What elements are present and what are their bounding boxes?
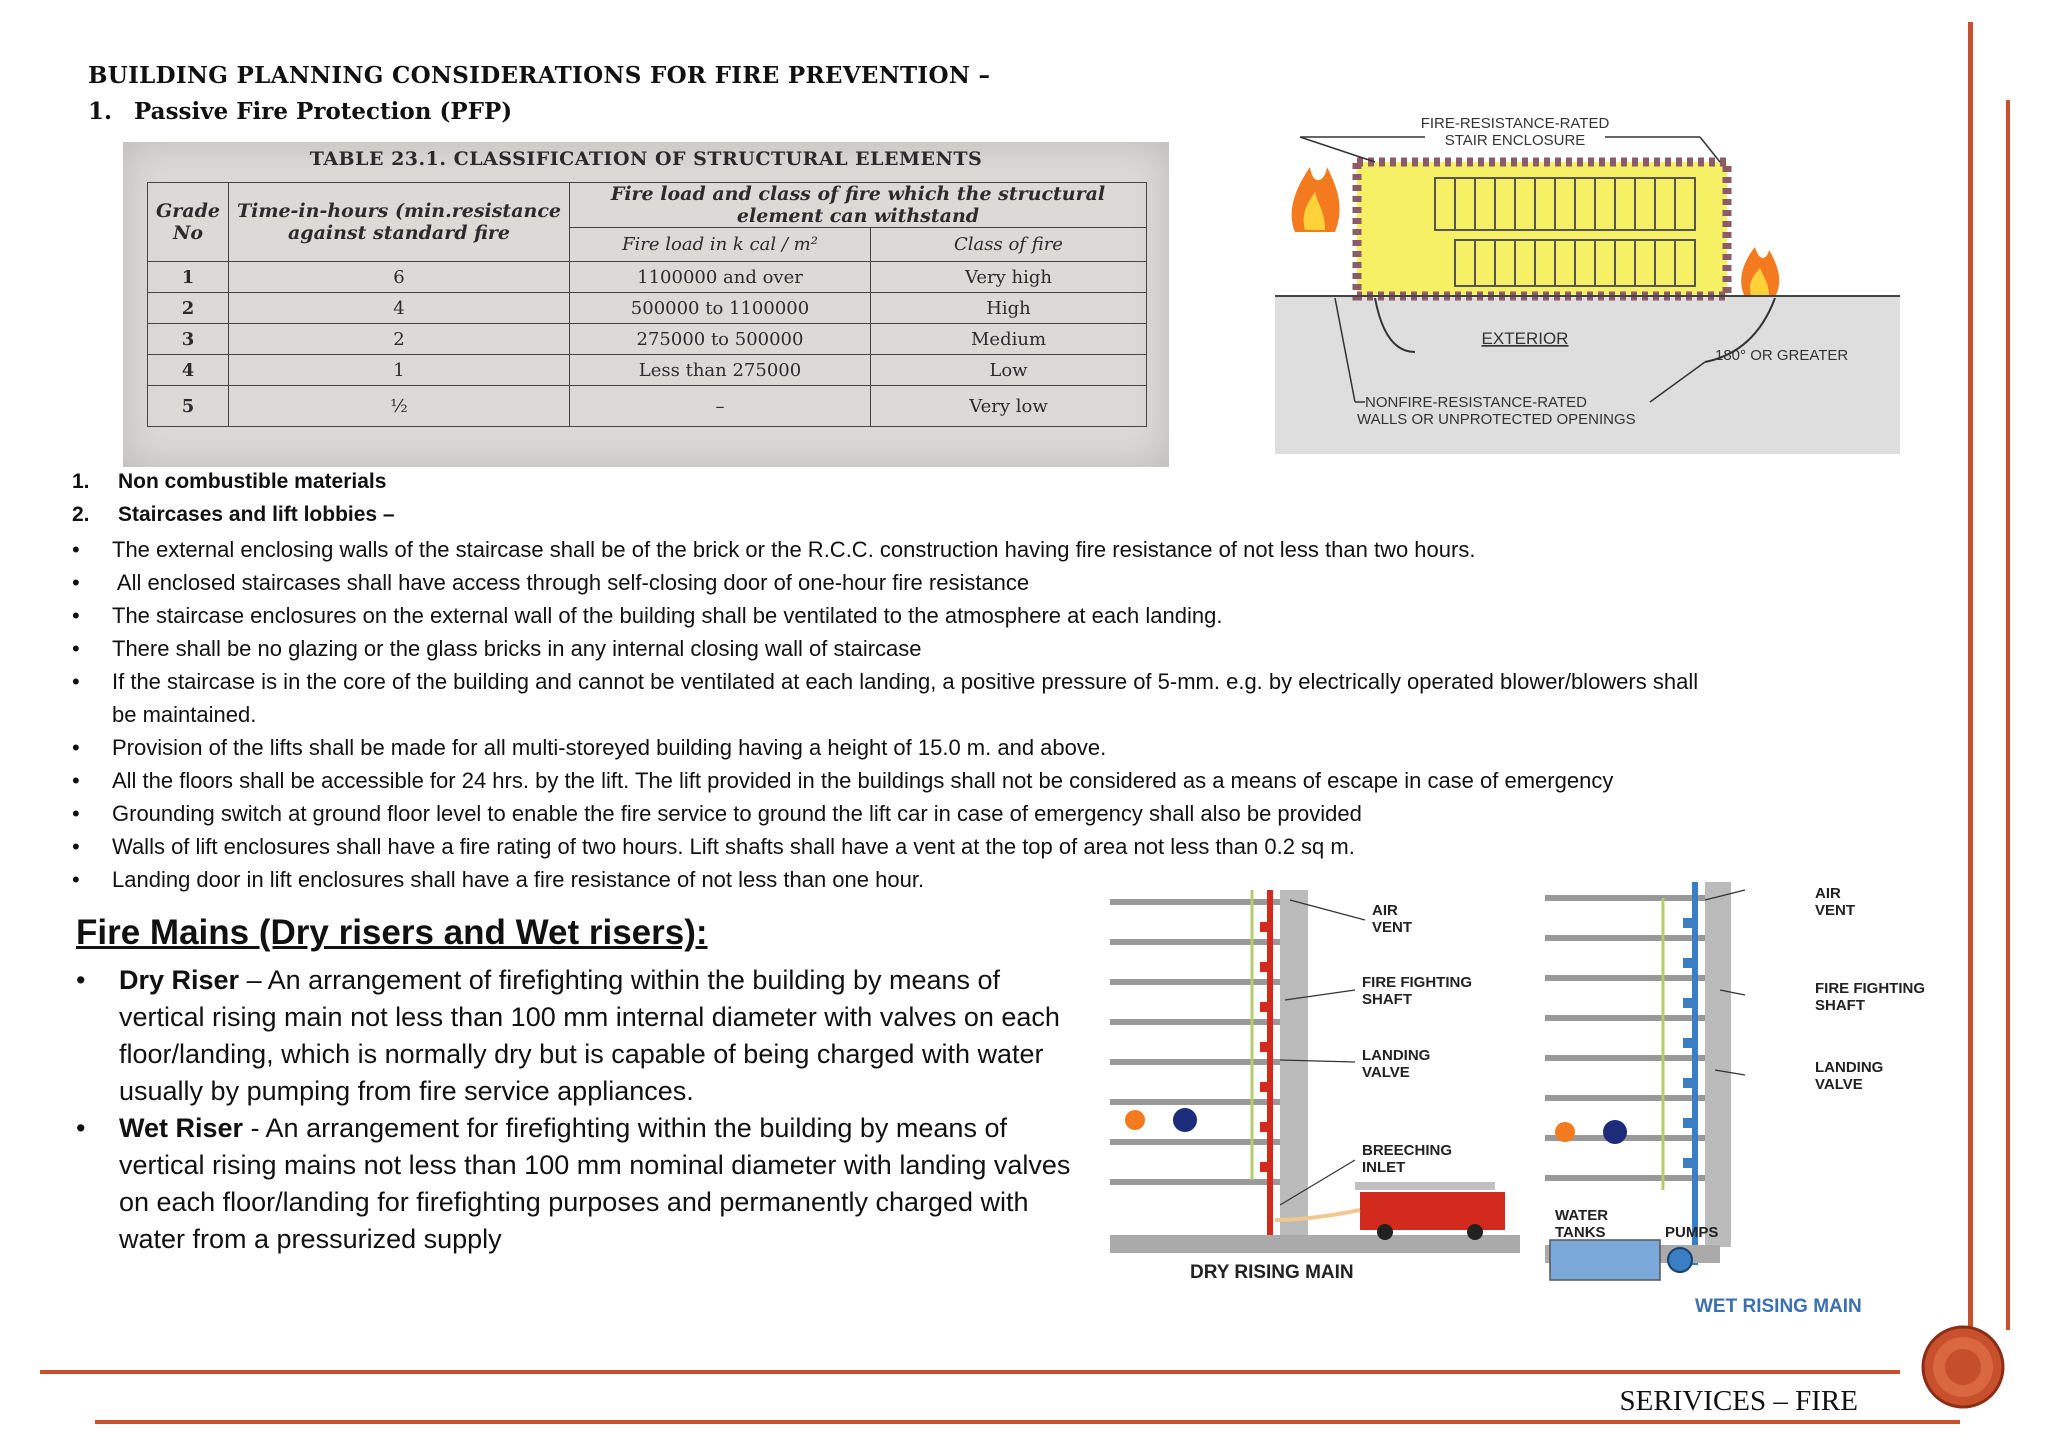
cell-time: 4 — [229, 293, 570, 324]
floor-slabs — [1110, 902, 1280, 1182]
bullet-item: • If the staircase is in the core of the building and cannot be ventilated at each landing, a positive pressure of 5-mm. e.g. by electrically operated blower/blowers shall — [72, 669, 1699, 694]
cell-class: High — [871, 293, 1147, 324]
right-accent-line-outer — [2006, 100, 2010, 1330]
pfp-heading — [88, 98, 512, 125]
wet-air-vent-1: AIR — [1815, 885, 1841, 902]
bullet-text: If the staircase is in the core of the building and cannot be ventilated at each landing, a positive pressure of 5-mm. e.g. by electrically operated blower/blowers shall — [112, 669, 1699, 694]
dry-shaft-1: FIRE FIGHTING — [1362, 974, 1472, 991]
wet-tanks-2: TANKS — [1555, 1224, 1606, 1241]
table-row — [148, 262, 1147, 293]
firefighter-icon — [1603, 1120, 1627, 1144]
dry-valve-1: LANDING — [1362, 1047, 1431, 1064]
shaft-wall — [1705, 882, 1731, 1247]
pfp-label: Passive Fire Protection (PFP) — [134, 98, 513, 125]
ground-area — [1275, 296, 1900, 454]
bullet-item: • There shall be no glazing or the glass bricks in any internal closing wall of staircase — [72, 636, 922, 661]
wet-shaft-1: FIRE FIGHTING — [1815, 980, 1925, 997]
table-row — [148, 355, 1147, 386]
fire-engine-icon — [1360, 1192, 1505, 1230]
wet-valve-1: LANDING — [1815, 1059, 1884, 1076]
bullet-item: • Landing door in lift enclosures shall have a fire resistance of not less than one hour. — [72, 867, 925, 892]
cell-time: 1 — [229, 355, 570, 386]
bullet-continuation — [72, 698, 1972, 731]
item-number: 1. — [72, 470, 90, 493]
cell-load: 500000 to 1100000 — [570, 293, 871, 324]
header-class-of-fire: Class of fire — [871, 228, 1147, 262]
cell-class: Very high — [871, 262, 1147, 293]
cell-grade: 1 — [148, 262, 229, 293]
bullet-text: All the floors shall be accessible for 24 hrs. by the lift. The lift provided in the buildings shall not be considered as a means of escape in case of emergency — [112, 768, 1614, 793]
dry-inlet-2: INLET — [1362, 1159, 1406, 1176]
footer-rule-top — [40, 1370, 1900, 1374]
pump-icon — [1668, 1248, 1692, 1272]
footer-rule-bottom — [95, 1420, 1960, 1424]
cell-load: – — [570, 386, 871, 427]
cell-time: 6 — [229, 262, 570, 293]
bullet-text: The external enclosing walls of the staircase shall be of the brick or the R.C.C. construction having fire resistance of not less than two hours. — [112, 537, 1476, 562]
cell-grade: 2 — [148, 293, 229, 324]
dry-shaft-2: SHAFT — [1362, 991, 1412, 1008]
wet-shaft-2: SHAFT — [1815, 997, 1865, 1014]
ground-slab — [1110, 1235, 1520, 1253]
dry-valve-2: VALVE — [1362, 1064, 1410, 1081]
numbered-item — [72, 503, 395, 527]
page-heading: BUILDING PLANNING CONSIDERATIONS FOR FIRE PREVENTION – — [88, 62, 991, 89]
cell-class: Medium — [871, 324, 1147, 355]
fire-icon — [1555, 1122, 1575, 1142]
wet-riser-term: Wet Riser — [119, 1113, 244, 1143]
wet-pumps: PUMPS — [1665, 1224, 1719, 1241]
classification-table-photo — [123, 142, 1169, 467]
walls-label-2: WALLS OR UNPROTECTED OPENINGS — [1357, 411, 1636, 428]
wet-riser-item: • Wet Riser - An arrangement for firefighting within the building by means of vertical rising mains not less than 100 mm nominal diameter with landing valves on each floor/landing for firefighting purposes and permanently charged with water from a pressurized supply — [76, 1113, 1071, 1254]
cell-class: Very low — [871, 386, 1147, 427]
bullet-item: • The external enclosing walls of the staircase shall be of the brick or the R.C.C. construction having fire resistance of not less than two hours. — [72, 537, 1476, 562]
stair-label-1: FIRE-RESISTANCE-RATED — [1420, 115, 1610, 132]
bullet-text: Grounding switch at ground floor level to enable the fire service to ground the lift car in case of emergency shall also be provided — [112, 801, 1362, 826]
bullet-text: be maintained. — [112, 702, 257, 727]
cell-grade: 4 — [148, 355, 229, 386]
cell-load: 275000 to 500000 — [570, 324, 871, 355]
wet-air-vent-2: VENT — [1815, 902, 1856, 919]
item-text: Non combustible materials — [118, 470, 387, 493]
cell-time: 2 — [229, 324, 570, 355]
header-fire-load-class: Fire load and class of fire which the structural element can withstand — [570, 183, 1147, 228]
exterior-label: EXTERIOR — [1481, 329, 1569, 348]
stair-label-2: STAIR ENCLOSURE — [1444, 132, 1586, 149]
bullet-text: Provision of the lifts shall be made for all multi-storeyed building having a height of 15.0 m. and above. — [112, 735, 1107, 760]
bullet-text: There shall be no glazing or the glass bricks in any internal closing wall of staircase — [112, 636, 922, 661]
item-number: 2. — [72, 503, 90, 526]
dry-rising-main-diagram — [1110, 880, 1540, 1290]
pfp-number: 1. — [88, 98, 113, 125]
dry-air-vent-1: AIR — [1372, 902, 1398, 919]
bullet-text: All enclosed staircases shall have access through self-closing door of one-hour fire resistance — [112, 570, 1030, 595]
stair-enclosure-diagram — [1275, 112, 1900, 454]
angle-label: 180° OR GREATER — [1715, 347, 1849, 364]
cell-class: Low — [871, 355, 1147, 386]
bullet-item: • Walls of lift enclosures shall have a fire rating of two hours. Lift shafts shall have a vent at the top of area not less than 0.2 sq m. — [72, 834, 1355, 859]
table-row — [148, 293, 1147, 324]
fire-mains-title: Fire Mains (Dry risers and Wet risers): — [76, 913, 708, 952]
fire-icon — [1125, 1110, 1145, 1130]
walls-label-1: NONFIRE-RESISTANCE-RATED — [1365, 394, 1587, 411]
dry-air-vent-2: VENT — [1372, 919, 1413, 936]
cell-load: Less than 275000 — [570, 355, 871, 386]
item-text: Staircases and lift lobbies – — [118, 503, 395, 526]
wet-rising-main-diagram — [1545, 870, 1925, 1325]
bullet-item: • The staircase enclosures on the external wall of the building shall be ventilated to the atmosphere at each landing. — [72, 603, 1223, 628]
bullet-item: • All the floors shall be accessible for 24 hrs. by the lift. The lift provided in the buildings shall not be considered as a means of escape in case of emergency — [72, 768, 1614, 793]
wet-caption: WET RISING MAIN — [1695, 1296, 1862, 1317]
wet-riser-text: - An arrangement for firefighting within the building by means of vertical rising mains not less than 100 mm nominal diameter with landing valves on each floor/landing for firefighting purposes and permanently charged with water from a pressurized supply — [119, 1113, 1071, 1254]
dry-caption: DRY RISING MAIN — [1190, 1262, 1354, 1283]
cell-load: 1100000 and over — [570, 262, 871, 293]
cell-grade: 5 — [148, 386, 229, 427]
bullet-text: Walls of lift enclosures shall have a fire rating of two hours. Lift shafts shall have a vent at the top of area not less than 0.2 sq m. — [112, 834, 1355, 859]
dry-riser-term: Dry Riser — [119, 965, 240, 995]
water-tank-icon — [1550, 1240, 1660, 1280]
header-grade: Grade No — [148, 183, 229, 262]
bullet-item: • Grounding switch at ground floor level to enable the fire service to ground the lift car in case of emergency shall also be provided — [72, 801, 1362, 826]
footer-label: SERIVICES – FIRE — [1619, 1385, 1858, 1417]
bullet-text: The staircase enclosures on the external wall of the building shall be ventilated to the atmosphere at each landing. — [112, 603, 1223, 628]
numbered-item — [72, 470, 386, 494]
table-caption: TABLE 23.1. CLASSIFICATION OF STRUCTURAL ELEMENTS — [309, 148, 983, 170]
footer-logo-icon — [1920, 1324, 2006, 1410]
firefighter-icon — [1173, 1108, 1197, 1132]
bullet-item: • All enclosed staircases shall have access through self-closing door of one-hour fire resistance — [72, 570, 1030, 595]
classification-table — [147, 182, 1147, 427]
dry-riser-text: – An arrangement of firefighting within the building by means of vertical rising main not less than 100 mm internal diameter with valves on each floor/landing, which is normally dry but is capable of being charged with water usually by pumping from fire service appliances. — [119, 965, 1060, 1106]
dry-riser-item: • Dry Riser – An arrangement of firefighting within the building by means of vertical rising main not less than 100 mm internal diameter with valves on each floor/landing, which is normally dry but is capable of being charged with water usually by pumping from fire service appliances. — [76, 965, 1060, 1106]
right-accent-line — [1968, 22, 1973, 1330]
table-row — [148, 386, 1147, 427]
header-fire-load: Fire load in k cal / m² — [570, 228, 871, 262]
dry-inlet-1: BREECHING — [1362, 1142, 1453, 1159]
bullet-item: • Provision of the lifts shall be made for all multi-storeyed building having a height of 15.0 m. and above. — [72, 735, 1107, 760]
bullet-text: Landing door in lift enclosures shall have a fire resistance of not less than one hour. — [112, 867, 925, 892]
landing-valves — [1683, 918, 1693, 1168]
wet-valve-2: VALVE — [1815, 1076, 1863, 1093]
cell-time: ½ — [229, 386, 570, 427]
table-row — [148, 324, 1147, 355]
cell-grade: 3 — [148, 324, 229, 355]
wet-tanks-1: WATER — [1555, 1207, 1609, 1224]
header-time: Time-in-hours (min.resistance against standard fire — [229, 183, 570, 262]
